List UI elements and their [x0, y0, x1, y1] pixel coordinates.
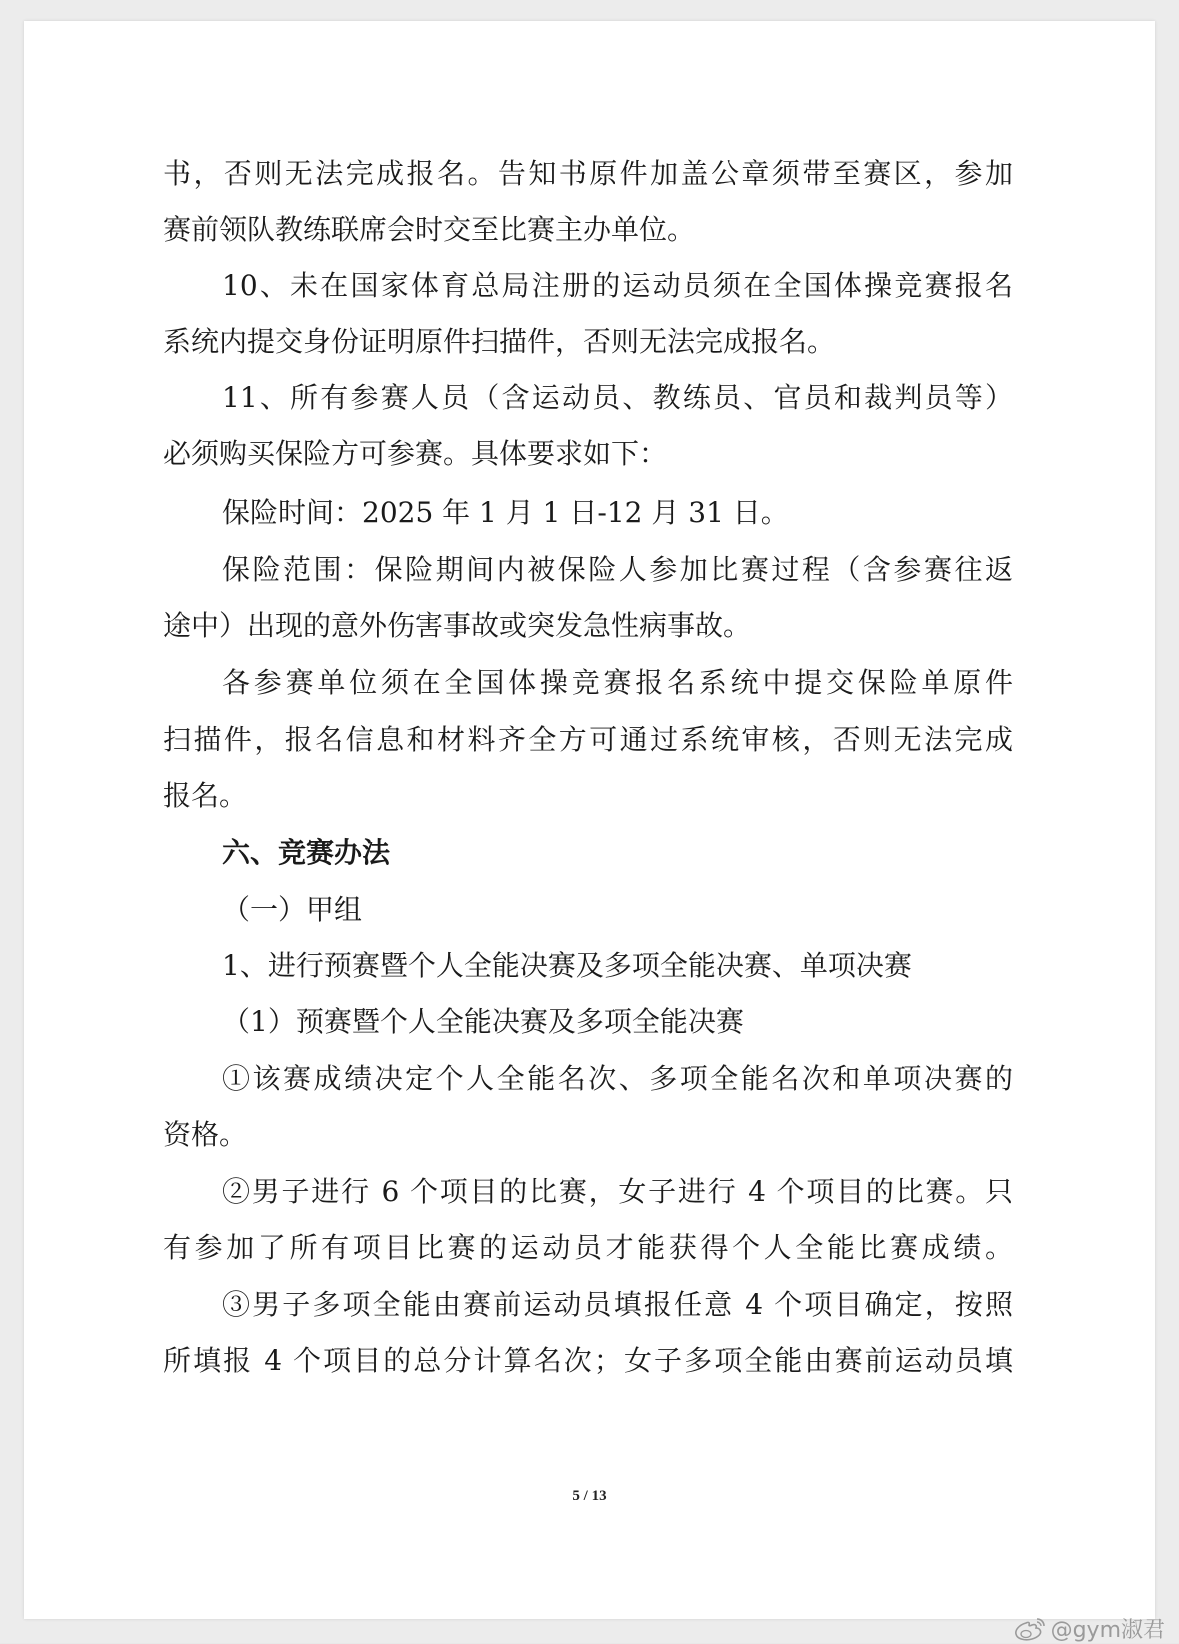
text-line-4: 系统内提交身份证明原件扫描件，否则无法完成报名。 [163, 325, 836, 358]
weibo-watermark [1013, 1613, 1165, 1644]
weibo-icon [1013, 1616, 1047, 1642]
text-line-3: 10、未在国家体育总局注册的运动员须在全国体操竞赛报名 [222, 269, 1013, 302]
text-line-21: ③男子多项全能由赛前运动员填报任意 4 个项目确定，按照 [222, 1288, 1013, 1321]
text-line-5: 11、所有参赛人员（含运动员、教练员、官员和裁判员等） [222, 381, 1013, 414]
page-number: 5 / 13 [572, 1488, 607, 1504]
text-line-17: ①该赛成绩决定个人全能名次、多项全能名次和单项决赛的 [222, 1062, 1013, 1095]
text-line-7: 保险时间：2025 年 1 月 1 日-12 月 31 日。 [222, 496, 789, 529]
watermark-text: @gym淑君 [1050, 1618, 1165, 1643]
text-line-22: 所填报 4 个项目的总分计算名次；女子多项全能由赛前运动员填 [163, 1344, 1013, 1377]
subsection-heading: （一）甲组 [222, 893, 363, 926]
text-line-15: 1、进行预赛暨个人全能决赛及多项全能决赛、单项决赛 [222, 949, 912, 982]
text-line-10: 各参赛单位须在全国体操竞赛报名系统中提交保险单原件 [222, 666, 1013, 699]
section-heading: 六、竞赛办法 [222, 836, 391, 869]
document-page [24, 21, 1155, 1619]
text-line-16: （1）预赛暨个人全能决赛及多项全能决赛 [222, 1005, 744, 1038]
text-line-11: 扫描件，报名信息和材料齐全方可通过系统审核，否则无法完成 [163, 723, 1013, 756]
text-line-20: 有参加了所有项目比赛的运动员才能获得个人全能比赛成绩。 [163, 1231, 1013, 1264]
text-line-9: 途中）出现的意外伤害事故或突发急性病事故。 [163, 609, 752, 642]
text-line-19: ②男子进行 6 个项目的比赛，女子进行 4 个项目的比赛。只 [222, 1175, 1013, 1208]
text-line-6: 必须购买保险方可参赛。具体要求如下： [163, 437, 668, 470]
text-line-12: 报名。 [163, 779, 248, 812]
text-line-1: 书，否则无法完成报名。告知书原件加盖公章须带至赛区，参加 [163, 157, 1013, 190]
text-line-18: 资格。 [163, 1118, 248, 1151]
text-line-8: 保险范围：保险期间内被保险人参加比赛过程（含参赛往返 [222, 553, 1013, 586]
text-line-2: 赛前领队教练联席会时交至比赛主办单位。 [163, 213, 696, 246]
